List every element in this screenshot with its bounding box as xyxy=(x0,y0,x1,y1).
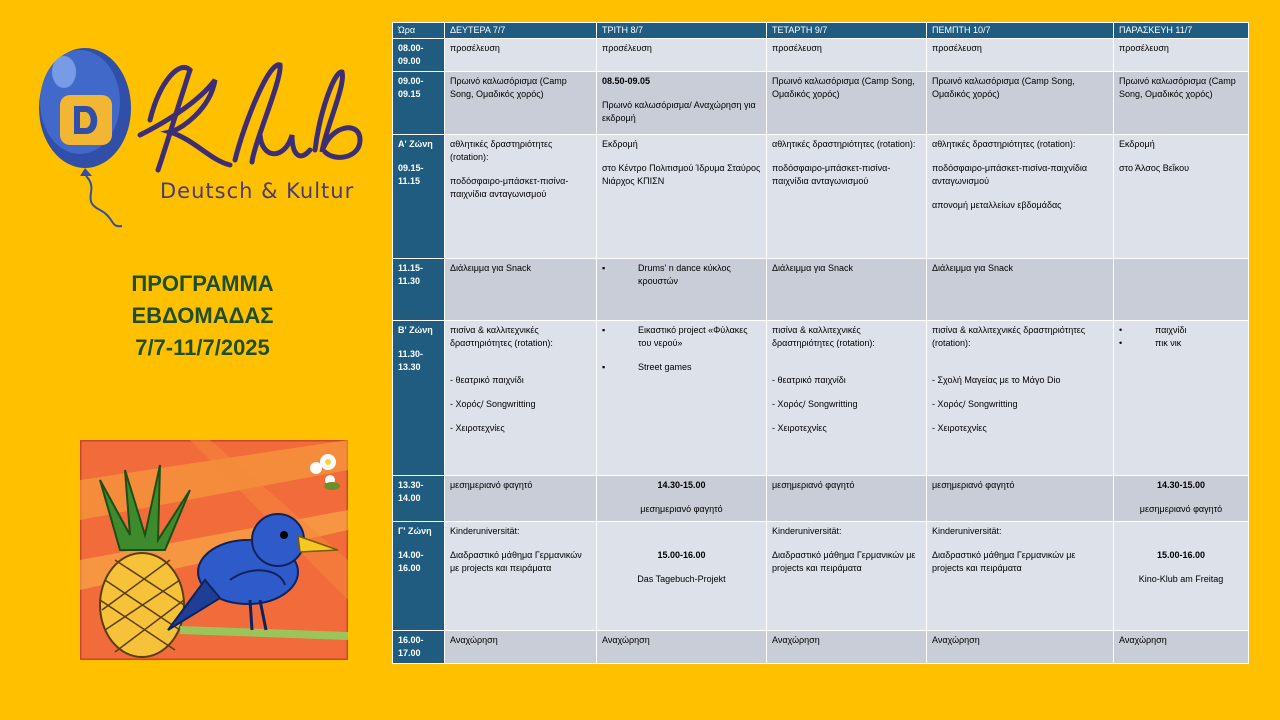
header-time: Ώρα xyxy=(393,23,445,39)
bullet-item: • πικ νικ xyxy=(1119,338,1182,348)
time-cell: 13.30- 14.00 xyxy=(393,476,445,522)
schedule-cell: αθλητικές δραστηριότητες (rotation): ποδόσφαιρο-μπάσκετ-πισίνα-παιχνίδια ανταγωνισμού xyxy=(767,135,927,259)
schedule-cell: αθλητικές δραστηριότητες (rotation): ποδόσφαιρο-μπάσκετ-πισίνα-παιχνίδια ανταγωνισμού xyxy=(445,135,597,259)
header-wednesday: ΤΕΤΑΡΤΗ 9/7 xyxy=(767,23,927,39)
schedule-cell: Αναχώρηση xyxy=(1114,631,1249,664)
time-cell: Α' Ζώνη 09.15- 11.15 xyxy=(393,135,445,259)
schedule-cell: Πρωινό καλωσόρισμα (Camp Song, Ομαδικός χορός) xyxy=(927,72,1114,135)
table-row xyxy=(393,321,1249,476)
schedule-cell: Αναχώρηση xyxy=(927,631,1114,664)
schedule-cell: προσέλευση xyxy=(445,39,597,72)
schedule-cell: 08.50-09.05 Πρωινό καλωσόρισμα/ Αναχώρηση για εκδρομή xyxy=(597,72,767,135)
pineapple-bird-illustration xyxy=(80,440,348,660)
time-cell: 11.15- 11.30 xyxy=(393,259,445,321)
schedule-cell: 15.00-16.00 Das Tagebuch-Projekt xyxy=(597,522,767,631)
schedule-cell: Διάλειμμα για Snack xyxy=(445,259,597,321)
title-line-2: ΕΒΔΟΜΑΔΑΣ xyxy=(131,303,274,328)
schedule-cell: Πρωινό καλωσόρισμα (Camp Song, Ομαδικός χορός) xyxy=(445,72,597,135)
schedule-cell: πισίνα & καλλιτεχνικές δραστηριότητες (rotation): - Σχολή Μαγείας με το Μάγο Dio - Χορός/ Songwritting - Χειροτεχνίες xyxy=(927,321,1114,476)
time-cell: 08.00- 09.00 xyxy=(393,39,445,72)
bullet-item: • παιχνίδι xyxy=(1119,325,1187,335)
table-row xyxy=(393,631,1249,664)
schedule-cell: 14.30-15.00 μεσημεριανό φαγητό xyxy=(1114,476,1249,522)
pineapple-bird-icon xyxy=(80,440,348,660)
schedule-cell: προσέλευση xyxy=(597,39,767,72)
header-thursday: ΠΕΜΠΤΗ 10/7 xyxy=(927,23,1114,39)
header-friday: ΠΑΡΑΣΚΕΥΗ 11/7 xyxy=(1114,23,1249,39)
schedule-cell xyxy=(597,321,767,476)
time-cell: Γ' Ζώνη 14.00- 16.00 xyxy=(393,522,445,631)
table-header-row xyxy=(393,23,1249,39)
schedule-cell xyxy=(597,259,767,321)
schedule-cell: πισίνα & καλλιτεχνικές δραστηριότητες (rotation): - θεατρικό παιχνίδι - Χορός/ Songwritting - Χειροτεχνίες xyxy=(767,321,927,476)
logo-subtitle: Deutsch & Kultur xyxy=(160,179,355,203)
title-line-1: ΠΡΟΓΡΑΜΜΑ xyxy=(131,271,274,296)
schedule-cell: πισίνα & καλλιτεχνικές δραστηριότητες (rotation): - θεατρικό παιχνίδι - Χορός/ Songwritting - Χειροτεχνίες xyxy=(445,321,597,476)
schedule-cell: Αναχώρηση xyxy=(767,631,927,664)
page-title xyxy=(80,268,325,364)
schedule-cell: προσέλευση xyxy=(767,39,927,72)
schedule-cell: Πρωινό καλωσόρισμα (Camp Song, Ομαδικός χορός) xyxy=(767,72,927,135)
schedule-cell: προσέλευση xyxy=(1114,39,1249,72)
time-cell: Β' Ζώνη 11.30- 13.30 xyxy=(393,321,445,476)
schedule-cell: αθλητικές δραστηριότητες (rotation): ποδόσφαιρο-μπάσκετ-πισίνα-παιχνίδια ανταγωνισμού απονομή μεταλλείων εβδομάδας xyxy=(927,135,1114,259)
table-row xyxy=(393,476,1249,522)
schedule-cell: Πρωινό καλωσόρισμα (Camp Song, Ομαδικός χορός) xyxy=(1114,72,1249,135)
bullet-item: ▪ Εικαστικό project «Φύλακες του νερού» xyxy=(602,325,748,348)
schedule-cell: Kinderuniversität: Διαδραστικό μάθημα Γερμανικών με projects και πειράματα xyxy=(445,522,597,631)
schedule-cell: Εκδρομή στο Άλσος Βεΐκου xyxy=(1114,135,1249,259)
table-row xyxy=(393,72,1249,135)
schedule-cell: μεσημεριανό φαγητό xyxy=(445,476,597,522)
schedule-cell: Kinderuniversität: Διαδραστικό μάθημα Γερμανικών με projects και πειράματα xyxy=(927,522,1114,631)
weekly-schedule-table xyxy=(392,22,1249,664)
schedule-cell: Διάλειμμα για Snack xyxy=(767,259,927,321)
header-tuesday: ΤΡΙΤΗ 8/7 xyxy=(597,23,767,39)
table-row xyxy=(393,135,1249,259)
schedule-cell: 15.00-16.00 Kino-Klub am Freitag xyxy=(1114,522,1249,631)
time-cell: 16.00- 17.00 xyxy=(393,631,445,664)
schedule-cell xyxy=(1114,259,1249,321)
table-row xyxy=(393,39,1249,72)
bullet-item: ▪ Street games xyxy=(602,362,692,372)
title-line-3: 7/7-11/7/2025 xyxy=(135,335,270,360)
schedule-cell xyxy=(1114,321,1249,476)
time-cell: 09.00- 09.15 xyxy=(393,72,445,135)
schedule-cell: 14.30-15.00 μεσημεριανό φαγητό xyxy=(597,476,767,522)
balloon-logo-icon xyxy=(30,40,380,240)
schedule-cell: μεσημεριανό φαγητό xyxy=(767,476,927,522)
schedule-cell: προσέλευση xyxy=(927,39,1114,72)
schedule-cell: Kinderuniversität: Διαδραστικό μάθημα Γερμανικών με projects και πειράματα xyxy=(767,522,927,631)
dklub-logo xyxy=(30,40,380,240)
schedule-cell: Αναχώρηση xyxy=(445,631,597,664)
bullet-item: ▪ Drums' n dance κύκλος κρουστών xyxy=(602,263,731,286)
schedule-cell: Εκδρομή στο Κέντρο Πολιτισμού Ίδρυμα Σταύρος Νιάρχος ΚΠΙΣΝ xyxy=(597,135,767,259)
header-monday: ΔΕΥΤΕΡΑ 7/7 xyxy=(445,23,597,39)
schedule-cell: Διάλειμμα για Snack xyxy=(927,259,1114,321)
schedule-cell: μεσημεριανό φαγητό xyxy=(927,476,1114,522)
table-row xyxy=(393,259,1249,321)
table-row xyxy=(393,522,1249,631)
schedule-cell: Αναχώρηση xyxy=(597,631,767,664)
